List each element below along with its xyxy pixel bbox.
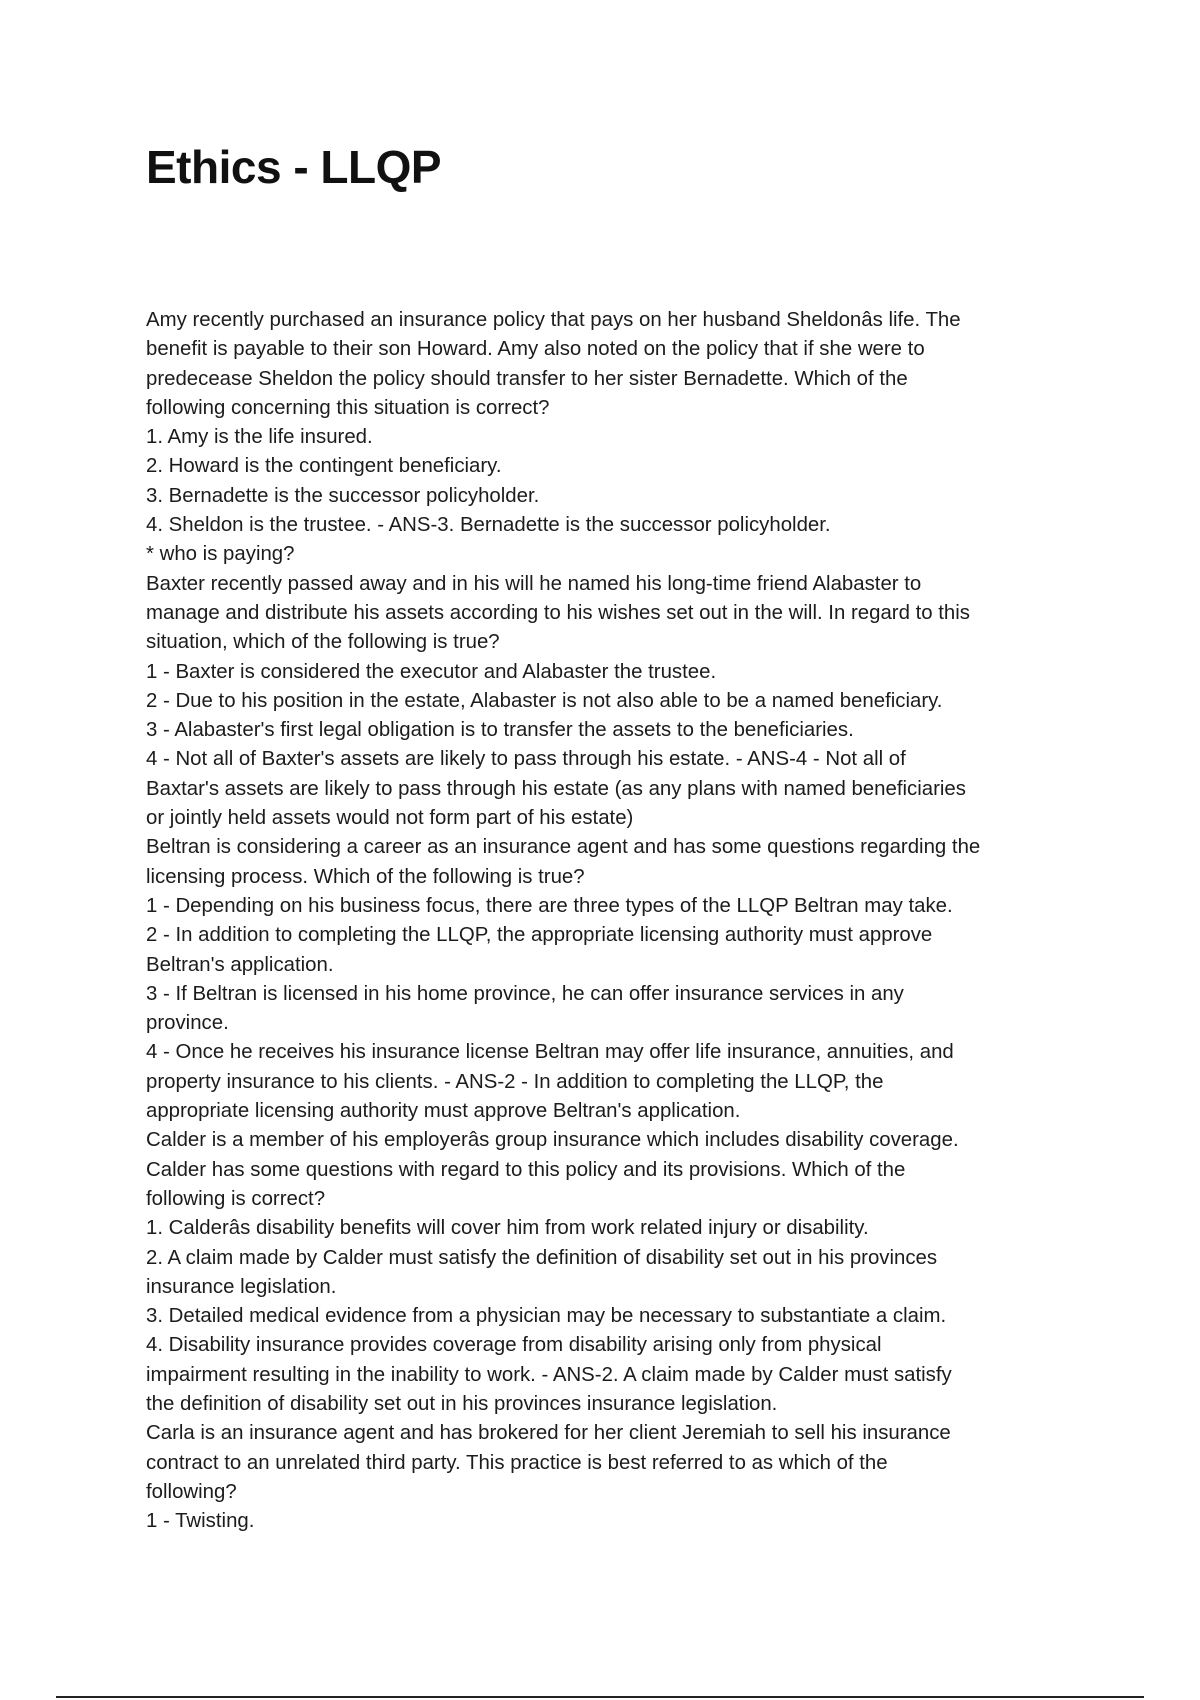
text-line: 2 - In addition to completing the LLQP, the appropriate licensing authority must approve (146, 924, 933, 947)
document-body (146, 306, 1066, 1536)
text-line: contract to an unrelated third party. This practice is best referred to as which of the (146, 1451, 888, 1474)
text-line: 3. Detailed medical evidence from a physician may be necessary to substantiate a claim. (146, 1305, 947, 1328)
text-line: licensing process. Which of the following is true? (146, 865, 585, 888)
text-line: 1 - Baxter is considered the executor and Alabaster the trustee. (146, 660, 717, 683)
text-line: 2 - Due to his position in the estate, Alabaster is not also able to be a named beneficiary. (146, 689, 943, 712)
text-line: 1 - Depending on his business focus, there are three types of the LLQP Beltran may take. (146, 894, 953, 917)
text-line: manage and distribute his assets according to his wishes set out in the will. In regard to this (146, 601, 970, 624)
text-line: benefit is payable to their son Howard. Amy also noted on the policy that if she were to (146, 338, 925, 361)
text-line: 4 - Once he receives his insurance license Beltran may offer life insurance, annuities, and (146, 1041, 954, 1064)
text-line: 4. Disability insurance provides coverage from disability arising only from physical (146, 1334, 882, 1357)
text-line: 3 - Alabaster's first legal obligation is to transfer the assets to the beneficiaries. (146, 719, 854, 742)
text-line: 1 - Twisting. (146, 1510, 255, 1533)
text-line: province. (146, 1012, 229, 1035)
text-line: Beltran is considering a career as an insurance agent and has some questions regarding the (146, 836, 981, 859)
text-line: Carla is an insurance agent and has brokered for her client Jeremiah to sell his insurance (146, 1422, 951, 1445)
text-line: the definition of disability set out in his provinces insurance legislation. (146, 1392, 778, 1415)
text-line: or jointly held assets would not form part of his estate) (146, 807, 634, 830)
text-line: 2. A claim made by Calder must satisfy the definition of disability set out in his provinces (146, 1246, 938, 1269)
text-line: property insurance to his clients. - ANS-2 - In addition to completing the LLQP, the (146, 1070, 884, 1093)
text-line: Beltran's application. (146, 953, 334, 976)
text-line: 4 - Not all of Baxter's assets are likely to pass through his estate. - ANS-4 - Not all of (146, 748, 906, 771)
text-line: 4. Sheldon is the trustee. - ANS-3. Bernadette is the successor policyholder. (146, 514, 831, 537)
text-line: 1. Amy is the life insured. (146, 426, 373, 449)
document-title: Ethics - LLQP (146, 141, 442, 193)
text-line: insurance legislation. (146, 1275, 337, 1298)
text-line: following is correct? (146, 1187, 326, 1210)
text-line: 3 - If Beltran is licensed in his home province, he can offer insurance services in any (146, 982, 904, 1005)
text-line: Amy recently purchased an insurance policy that pays on her husband Sheldonâs life. The (146, 309, 961, 331)
text-line: 3. Bernadette is the successor policyholder. (146, 484, 540, 507)
text-line: Baxtar's assets are likely to pass through his estate (as any plans with named beneficiaries (146, 777, 966, 800)
text-line: impairment resulting in the inability to work. - ANS-2. A claim made by Calder must satisfy (146, 1363, 952, 1386)
text-line: predecease Sheldon the policy should transfer to her sister Bernadette. Which of the (146, 367, 908, 390)
text-line: following? (146, 1480, 237, 1503)
text-line: appropriate licensing authority must approve Beltran's application. (146, 1100, 741, 1123)
text-line: Calder has some questions with regard to this policy and its provisions. Which of the (146, 1158, 906, 1181)
text-line: * who is paying? (146, 543, 295, 566)
text-line: following concerning this situation is correct? (146, 396, 550, 419)
text-line: 2. Howard is the contingent beneficiary. (146, 455, 502, 478)
footer-divider (56, 1696, 1144, 1698)
text-line: Calder is a member of his employerâs group insurance which includes disability coverage. (146, 1129, 959, 1152)
text-line: 1. Calderâs disability benefits will cover him from work related injury or disability. (146, 1217, 869, 1240)
text-line: Baxter recently passed away and in his will he named his long-time friend Alabaster to (146, 572, 922, 595)
text-line: situation, which of the following is true? (146, 631, 500, 654)
